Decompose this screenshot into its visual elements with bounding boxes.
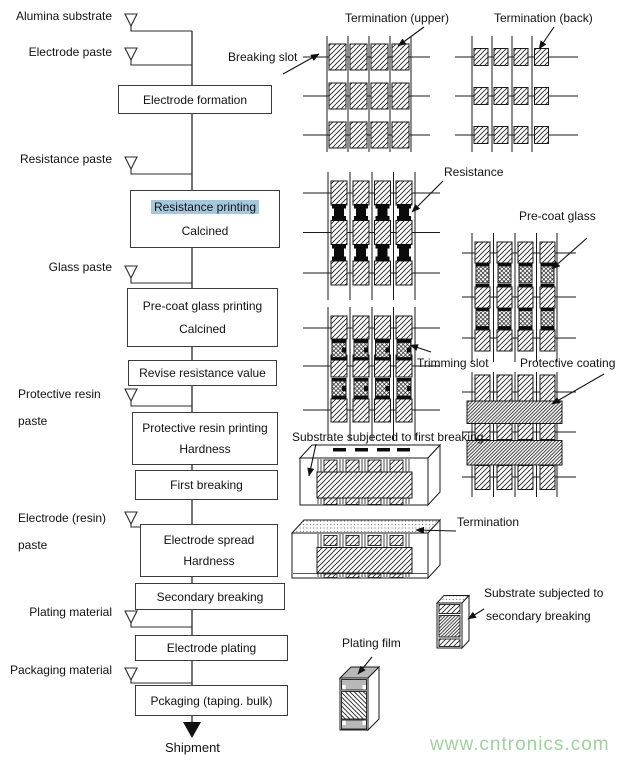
annotation-termination-upper: Termination (upper) [345,11,450,25]
step-secondary-breaking [135,583,285,610]
annotation-trimming-slot: Trimming slot [417,356,489,370]
step-label: Protective resin printing [142,420,268,435]
step-revise-resistance-value [128,360,277,386]
input-label-plating-material: Plating material [29,605,112,619]
figure-secondary-breaking-chip [437,596,469,649]
step-label: Hardness [179,442,231,457]
step-protective-resin-printing [132,412,278,465]
step-label: Electrode plating [166,641,257,655]
shipment-label: Shipment [165,740,220,755]
step-label: Calcined [179,322,226,337]
step-label: Calcined [181,223,229,238]
step-resistance-printing [130,190,280,248]
annotation-plating-film: Plating film [342,636,401,650]
step-electrode-plating [135,635,288,661]
annotation-substrate-first-breaking: Substrate subjected to first breaking [292,430,484,444]
step-label: Secondary breaking [156,589,264,604]
annotation-breaking-slot: Breaking slot [228,50,298,64]
figure-termination-bar [292,520,440,578]
annotation-substrate-secondary-line1: Substrate subjected to [484,586,604,600]
input-label-electrode-resin-paste: Electrode (resin) paste [18,511,107,552]
step-label: First breaking [170,478,243,492]
annotation-protective-coating: Protective coating [520,356,616,370]
step-label: Electrode spread [163,532,255,547]
input-label-resistance-paste: Resistance paste [19,152,112,166]
annotation-termination-back: Termination (back) [494,11,593,25]
step-pre-coat-glass-printing [127,288,278,347]
input-label-protective-resin-paste: Protective resin paste [18,387,101,428]
step-label: Pre-coat glass printing [142,298,263,313]
figure-trimming-grid [303,307,440,440]
figure-pre-coat-glass-grid [462,233,576,362]
input-label-packaging-material: Packaging material [9,663,112,677]
step-electrode-formation [118,85,272,114]
annotation-pre-coat-glass: Pre-coat glass [519,209,596,223]
figure-termination-back-grid [455,36,578,152]
step-electrode-spread [140,524,278,577]
figure-first-breaking-bar [300,445,440,505]
step-label: Revise resistance value [139,366,266,380]
step-label: Electrode formation [142,92,248,107]
figure-resistance-grid [303,172,440,300]
input-label-electrode-paste: Electrode paste [28,45,112,59]
input-label-alumina-substrate: Alumina substrate [15,9,112,23]
input-label-glass-paste: Glass paste [48,260,112,274]
figure-termination-upper-grid [303,36,430,152]
annotation-substrate-secondary-line2: secondary breaking [486,609,591,623]
step-label-highlighted: Resistance printing [151,200,259,214]
annotation-resistance: Resistance [444,165,504,179]
shipment-arrowhead [183,722,201,738]
step-first-breaking [135,470,278,500]
step-packaging [135,685,288,716]
annotation-termination: Termination [457,515,520,529]
step-label: Pckaging (taping. bulk) [150,693,273,708]
watermark: www.cntronics.com [430,734,610,755]
figure-plating-film-chip [340,667,379,730]
step-label: Hardness [183,554,235,569]
